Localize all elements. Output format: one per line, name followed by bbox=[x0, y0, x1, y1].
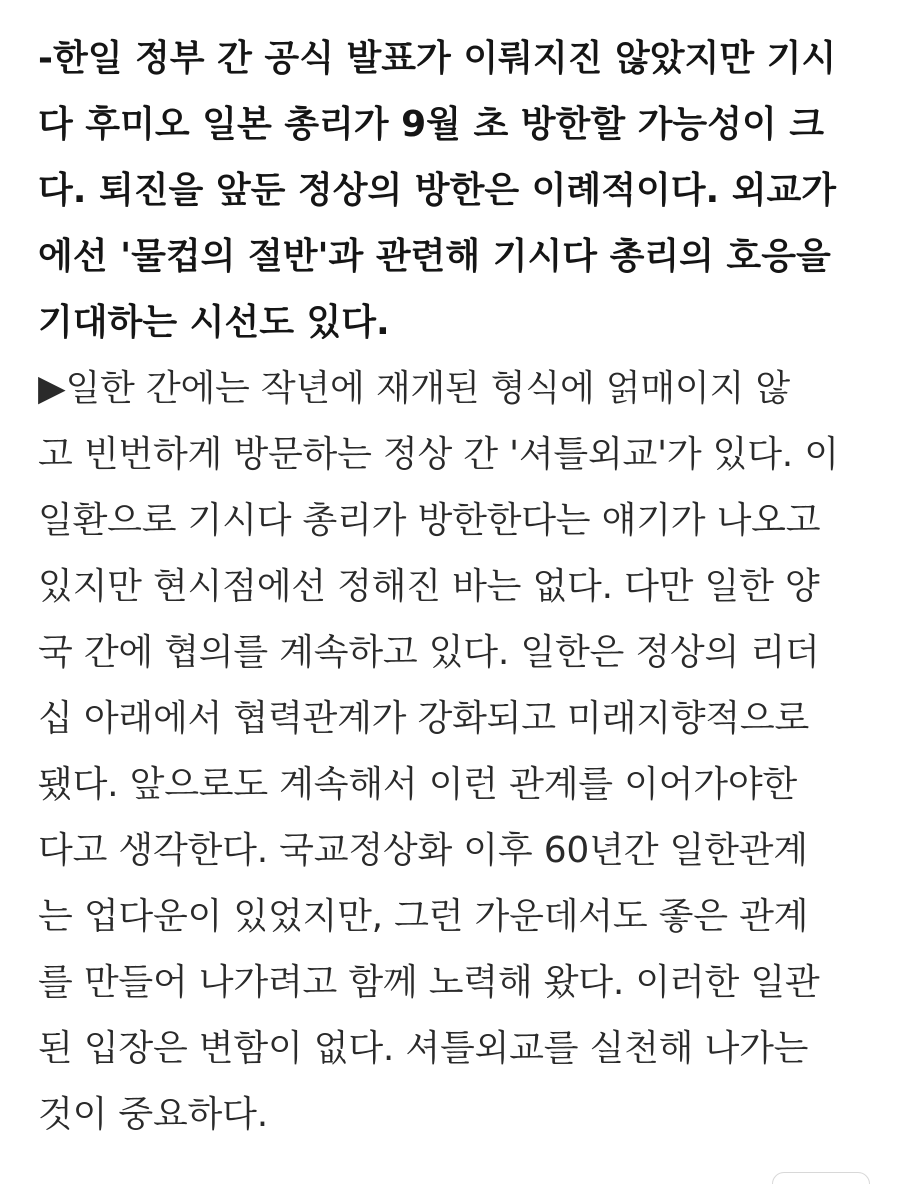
lead-line: 기대하는 시선도 있다. bbox=[38, 302, 390, 343]
body-line: 는 업다운이 있었지만, 그런 가운데서도 좋은 관계 bbox=[38, 896, 809, 937]
article-lead-paragraph bbox=[38, 26, 868, 356]
body-line: 를 만들어 나가려고 함께 노력해 왔다. 이러한 일관 bbox=[38, 962, 820, 1003]
lead-line: -한일 정부 간 공식 발표가 이뤄지진 않았지만 기시 bbox=[38, 38, 837, 79]
body-line: 일환으로 기시다 총리가 방한한다는 얘기가 나오고 bbox=[38, 500, 821, 541]
body-line: ▶일한 간에는 작년에 재개된 형식에 얽매이지 않 bbox=[38, 368, 790, 409]
body-line: 고 빈번하게 방문하는 정상 간 '셔틀외교'가 있다. 이 bbox=[38, 434, 839, 475]
body-line: 국 간에 협의를 계속하고 있다. 일한은 정상의 리더 bbox=[38, 632, 820, 673]
lead-line: 에선 '물컵의 절반'과 관련해 기시다 총리의 호응을 bbox=[38, 236, 831, 277]
lead-line: 다. 퇴진을 앞둔 정상의 방한은 이례적이다. 외교가 bbox=[38, 170, 837, 211]
body-line: 있지만 현시점에선 정해진 바는 없다. 다만 일한 양 bbox=[38, 566, 820, 607]
body-line: 십 아래에서 협력관계가 강화되고 미래지향적으로 bbox=[38, 698, 810, 739]
body-line: 된 입장은 변함이 없다. 셔틀외교를 실천해 나가는 bbox=[38, 1028, 809, 1069]
floating-action-button[interactable] bbox=[772, 1172, 870, 1184]
body-line: 다고 생각한다. 국교정상화 이후 60년간 일한관계 bbox=[38, 830, 808, 871]
body-line: 됐다. 앞으로도 계속해서 이런 관계를 이어가야한 bbox=[38, 764, 797, 805]
body-line: 것이 중요하다. bbox=[38, 1094, 268, 1135]
lead-line: 다 후미오 일본 총리가 9월 초 방한할 가능성이 크 bbox=[38, 104, 825, 145]
article-body-paragraph bbox=[38, 356, 868, 1148]
article-body bbox=[38, 26, 868, 1148]
